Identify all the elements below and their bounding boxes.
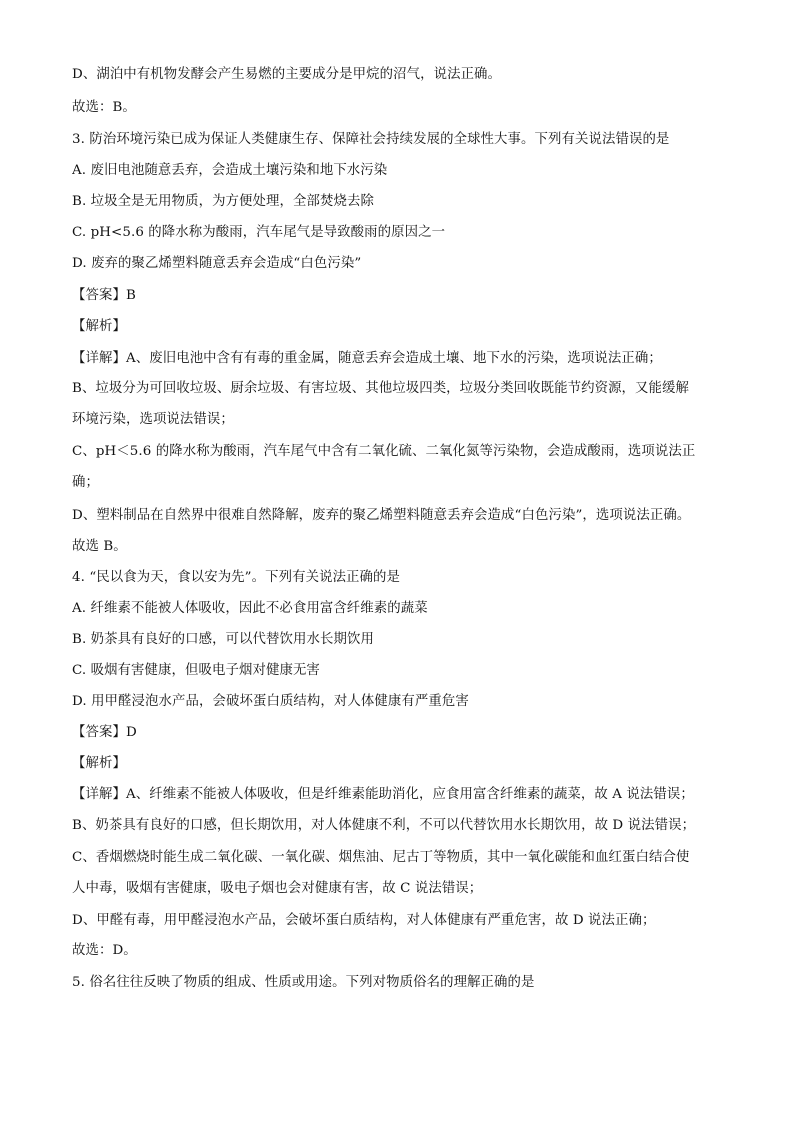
question-4-option-a: A. 纤维素不能被人体吸收，因此不必食用富含纤维素的蔬菜: [72, 601, 428, 616]
explanation-line: 环境污染，选项说法错误；: [72, 412, 234, 427]
answer-label: 【答案】D: [72, 725, 137, 740]
question-3-option-d: D. 废弃的聚乙烯塑料随意丢弃会造成“白色污染”: [72, 256, 362, 271]
answer-label: 【答案】B: [72, 288, 136, 303]
explanation-line: B、奶茶具有良好的口感，但长期饮用，对人体健康不利，不可以代替饮用水长期饮用，故 D 说法错误；: [72, 818, 696, 833]
question-5-stem: 5. 俗名往往反映了物质的组成、性质或用途。下列对物质俗名的理解正确的是: [72, 975, 535, 990]
question-4-option-d: D. 用甲醛浸泡水产品，会破坏蛋白质结构，对人体健康有严重危害: [72, 694, 469, 709]
text-line: D、湖泊中有机物发酵会产生易燃的主要成分是甲烷的沼气，说法正确。: [72, 67, 502, 82]
explanation-line: D、甲醛有毒，用甲醛浸泡水产品，会破坏蛋白质结构，对人体健康有严重危害，故 D 说法正确；: [72, 913, 656, 928]
explanation-line: C、pH＜5.6 的降水称为酸雨，汽车尾气中含有二氧化硫、二氧化氮等污染物，会造成酸雨，选项说法正: [72, 444, 696, 459]
question-4-option-b: B. 奶茶具有良好的口感，可以代替饮用水长期饮用: [72, 632, 374, 647]
analysis-label: 【解析】: [72, 756, 126, 771]
question-3-option-c: C. pH<5.6 的降水称为酸雨，汽车尾气是导致酸雨的原因之一: [72, 225, 446, 240]
explanation-line: 【详解】A、废旧电池中含有有毒的重金属，随意丢弃会造成土壤、地下水的污染，选项说法正确；: [72, 351, 662, 366]
explanation-line: 【详解】A、纤维素不能被人体吸收，但是纤维素能助消化，应食用富含纤维素的蔬菜，故 A 说法错误；: [72, 787, 694, 802]
question-3-option-b: B. 垃圾全是无用物质，为方便处理，全部焚烧去除: [72, 194, 374, 209]
explanation-line: D、塑料制品在自然界中很难自然降解，废弃的聚乙烯塑料随意丢弃会造成“白色污染”，选项说法正确。: [72, 508, 691, 523]
explanation-line: B、垃圾分为可回收垃圾、厨余垃圾、有害垃圾、其他垃圾四类，垃圾分类回收既能节约资源，又能缓解: [72, 381, 690, 396]
text-line: 故选：D。: [72, 943, 137, 958]
explanation-line: 确；: [72, 475, 99, 490]
question-3-stem: 3. 防治环境污染已成为保证人类健康生存、保障社会持续发展的全球性大事。下列有关说法错误的是: [72, 132, 670, 147]
text-line: 故选 B。: [72, 539, 127, 554]
question-4-stem: 4. “民以食为天，食以安为先”。下列有关说法正确的是: [72, 570, 401, 585]
analysis-label: 【解析】: [72, 319, 126, 334]
question-3-option-a: A. 废旧电池随意丢弃，会造成土壤污染和地下水污染: [72, 163, 388, 178]
explanation-line: C、香烟燃烧时能生成二氧化碳、一氧化碳、烟焦油、尼古丁等物质，其中一氧化碳能和血红蛋白结合使: [72, 850, 690, 865]
text-line: 故选：B。: [72, 100, 136, 115]
question-4-option-c: C. 吸烟有害健康，但吸电子烟对健康无害: [72, 663, 320, 678]
explanation-line: 人中毒，吸烟有害健康，吸电子烟也会对健康有害，故 C 说法错误；: [72, 881, 483, 896]
